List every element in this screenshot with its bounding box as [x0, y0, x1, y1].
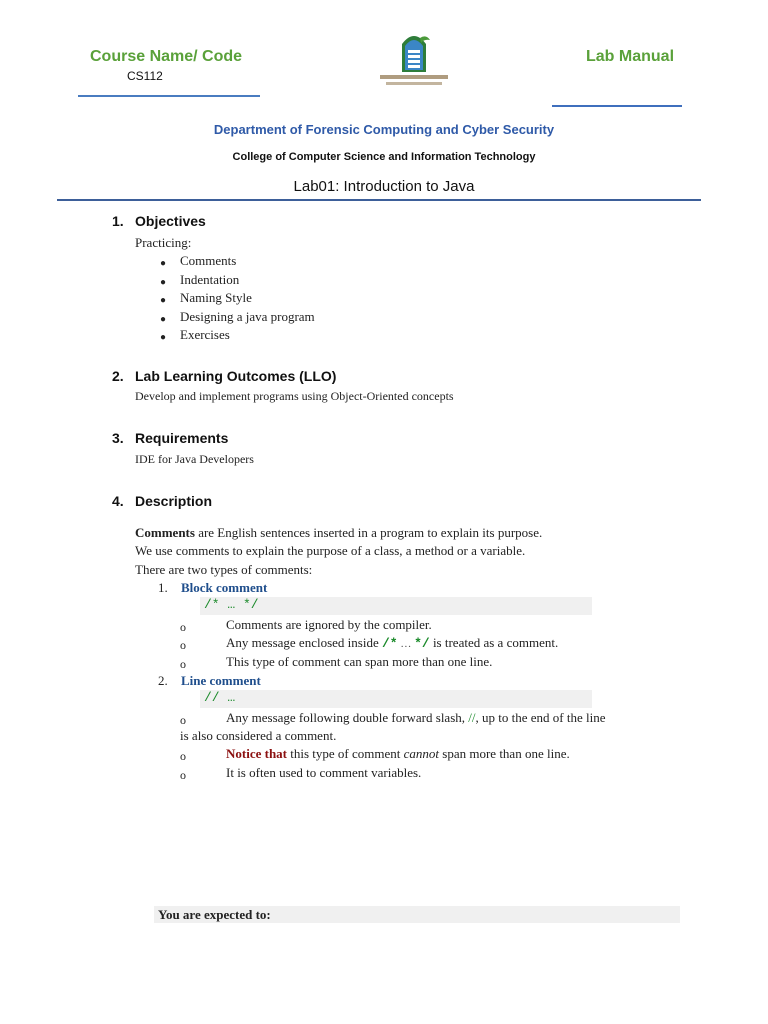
college-name: College of Computer Science and Information Technology: [232, 151, 536, 163]
comments-term: Comments: [135, 525, 195, 540]
list-item: Exercises: [180, 327, 230, 342]
objectives-number: 1.: [112, 213, 124, 229]
requirements-heading: Requirements: [135, 430, 229, 446]
bullet-icon: ●: [160, 277, 167, 288]
block-point-2-open: /*: [381, 636, 398, 651]
llo-text: Develop and implement programs using Object-Oriented concepts: [135, 389, 454, 403]
department-name: Department of Forensic Computing and Cyber Security: [213, 122, 555, 137]
circle-bullet-icon: o: [180, 713, 186, 727]
objectives-intro: Practicing:: [135, 235, 192, 250]
list-item: Naming Style: [180, 290, 252, 305]
line-point-1-post: , up to the end of the line: [475, 710, 606, 725]
block-point-2-mid: …: [397, 638, 415, 650]
lab-title: Lab01: Introduction to Java: [293, 178, 475, 195]
description-heading: Description: [135, 493, 213, 509]
p1-rest: are English sentences inserted in a program to explain its purpose.: [194, 525, 543, 540]
title-divider: [57, 199, 701, 201]
line-comment-title: Line comment: [181, 673, 261, 688]
block-point-1-text: Comments are ignored by the compiler.: [226, 617, 432, 632]
list-item: Comments: [180, 253, 237, 268]
bullet-icon: ●: [160, 295, 167, 306]
circle-bullet-icon: o: [180, 620, 186, 634]
course-underline: [78, 95, 260, 97]
line-point-1-continuation: is also considered a comment.: [180, 728, 337, 743]
description-paragraph-2: We use comments to explain the purpose of a class, a method or a variable.: [135, 543, 526, 558]
list-item: Designing a java program: [180, 309, 315, 324]
expected-label: You are expected to:: [158, 907, 271, 922]
block-point-2-close: */: [414, 636, 430, 651]
line-comment-code-bar: [200, 690, 592, 708]
requirements-number: 3.: [112, 430, 124, 446]
llo-number: 2.: [112, 368, 124, 384]
course-code: CS112: [127, 69, 163, 83]
block-point-3-text: This type of comment can span more than one line.: [226, 654, 493, 669]
requirements-text: IDE for Java Developers: [135, 452, 254, 466]
course-name-label: Course Name/ Code: [90, 48, 243, 65]
circle-bullet-icon: o: [180, 638, 186, 652]
circle-bullet-icon: o: [180, 657, 186, 671]
description-paragraph-1: [135, 524, 542, 543]
manual-underline: [552, 105, 682, 107]
list-item: Indentation: [180, 272, 240, 287]
line-comment-number: 2.: [158, 673, 168, 688]
line-point-2-emphasis: cannot: [403, 746, 440, 761]
line-point-2-pre: this type of comment: [287, 746, 404, 761]
description-paragraph-3: There are two types of comments:: [135, 562, 313, 577]
llo-heading: Lab Learning Outcomes (LLO): [135, 368, 337, 384]
block-point-2-pre: Any message enclosed inside: [226, 635, 382, 650]
line-comment-code: // …: [204, 690, 236, 705]
description-number: 4.: [112, 493, 124, 509]
notice-label: Notice that: [226, 746, 288, 761]
objectives-heading: Objectives: [135, 213, 206, 229]
lab-manual-label: Lab Manual: [586, 48, 675, 65]
university-logo-icon: [378, 24, 450, 96]
bullet-icon: ●: [160, 332, 167, 343]
line-point-1-code: //: [468, 710, 476, 725]
block-comment-code: /* … */: [204, 597, 259, 612]
circle-bullet-icon: o: [180, 768, 186, 782]
bullet-icon: ●: [160, 258, 167, 269]
line-point-3-text: It is often used to comment variables.: [226, 765, 422, 780]
block-comment-number: 1.: [158, 580, 168, 595]
line-point-1-pre: Any message following double forward slash,: [226, 710, 469, 725]
block-comment-title: Block comment: [181, 580, 268, 595]
bullet-icon: ●: [160, 314, 167, 325]
block-point-2-post: is treated as a comment.: [429, 635, 559, 650]
circle-bullet-icon: o: [180, 749, 186, 763]
line-point-2-post: span more than one line.: [439, 746, 570, 761]
